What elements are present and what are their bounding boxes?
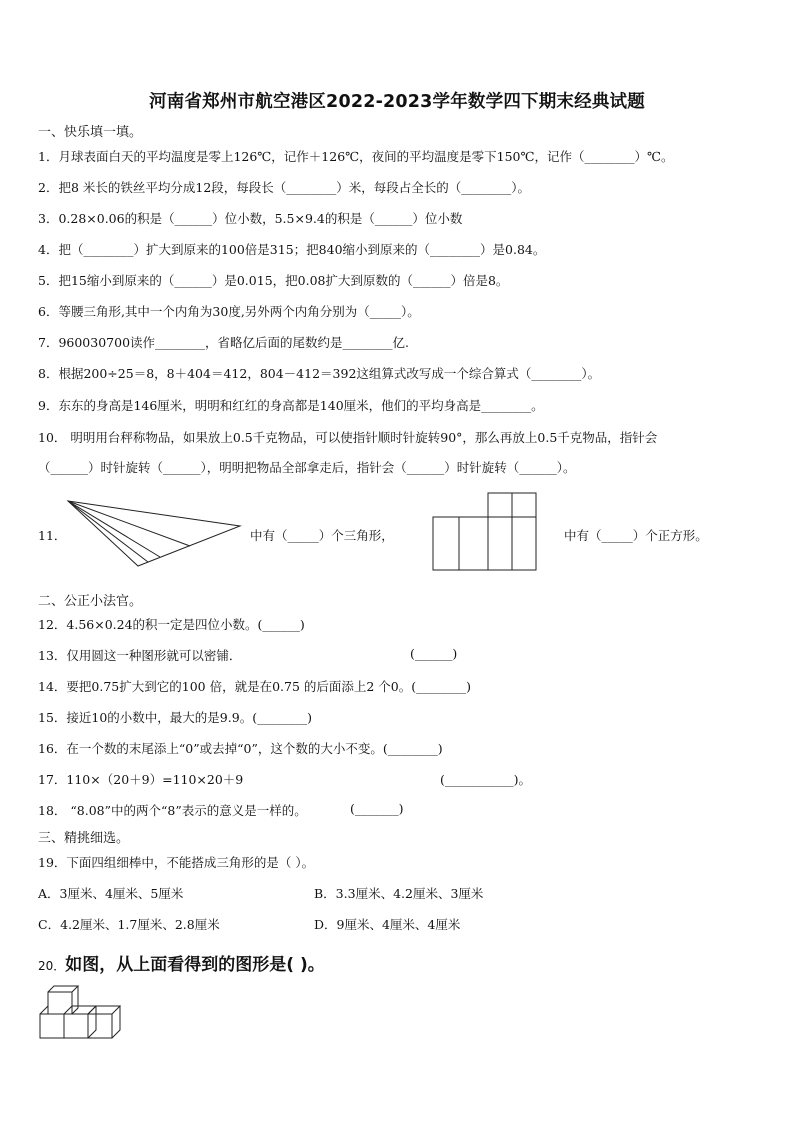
question-15: 15．接近10的小数中，最大的是9.9。(________) [38, 710, 312, 725]
question-9: 9．东东的身高是146厘米，明明和红红的身高都是140厘米，他们的平均身高是________。 [38, 398, 544, 413]
question-16: 16．在一个数的末尾添上“0”或去掉“0”，这个数的大小不变。(________) [38, 741, 443, 756]
question-3: 3．0.28×0.06的积是（______）位小数，5.5×9.4的积是（______）位小数 [38, 211, 463, 226]
question-10-line-2: （______）时针旋转（______），明明把物品全部拿走后，指针会（______）时针旋转（______）。 [38, 460, 576, 475]
question-11-text-1: 中有（_____）个三角形， [250, 528, 394, 543]
question-18-answer: (_______) [350, 801, 404, 816]
page-title: 河南省郑州市航空港区2022-2023学年数学四下期末经典试题 [149, 92, 645, 112]
question-5: 5．把15缩小到原来的（______）是0.015，把0.08扩大到原数的（______）倍是8。 [38, 273, 509, 288]
question-19: 19．下面四组细棒中，不能搭成三角形的是（ ）。 [38, 855, 315, 870]
section-heading-2: 二、公正小法官。 [38, 594, 143, 609]
option-c: C．4.2厘米、1.7厘米、2.8厘米 [38, 917, 220, 932]
question-18: 18． “8.08”中的两个“8”表示的意义是一样的。 [38, 803, 307, 818]
question-20 [38, 950, 325, 975]
question-17-answer: (___________)。 [440, 772, 532, 787]
section-heading-3: 三、精挑细选。 [38, 831, 130, 846]
question-7: 7．960030700读作________，省略亿后面的尾数约是________亿. [38, 335, 410, 350]
question-11-number: 11． [38, 528, 67, 543]
question-2: 2．把8 米长的铁丝平均分成12段，每段长（________）米，每段占全长的（________）。 [38, 180, 531, 195]
cube-stack-figure [36, 984, 126, 1044]
question-6: 6．等腰三角形,其中一个内角为30度,另外两个内角分别为（_____）。 [38, 304, 420, 319]
option-d: D．9厘米、4厘米、4厘米 [314, 917, 461, 932]
question-10-line-1: 10． 明明用台秤称物品，如果放上0.5千克物品，可以使指针顺时针旋转90°，那么再放上0.5千克物品，指针会 [38, 430, 658, 445]
question-17: 17．110×（20＋9）=110×20＋9 [38, 772, 244, 787]
square-grid-figure [432, 492, 538, 572]
triangle-figure [60, 496, 245, 570]
question-1: 1．月球表面白天的平均温度是零上126℃，记作＋126℃，夜间的平均温度是零下150℃，记作（________）℃。 [38, 149, 674, 164]
question-13-answer: (______) [410, 646, 458, 661]
question-12: 12．4.56×0.24的积一定是四位小数。(______) [38, 617, 305, 632]
question-8: 8．根据200÷25＝8，8＋404＝412，804－412＝392这组算式改写成一个综合算式（________）。 [38, 366, 601, 381]
option-b: B．3.3厘米、4.2厘米、3厘米 [314, 886, 484, 901]
question-20-number: 20． [38, 959, 66, 973]
section-heading-1: 一、快乐填一填。 [38, 125, 143, 140]
option-a: A．3厘米、4厘米、5厘米 [38, 886, 184, 901]
question-4: 4．把（________）扩大到原来的100倍是315；把840缩小到原来的（________）是0.84。 [38, 242, 546, 257]
question-14: 14．要把0.75扩大到它的100 倍，就是在0.75 的后面添上2 个0。(________) [38, 679, 472, 694]
question-20-text: 如图，从上面看得到的图形是( )。 [65, 955, 325, 975]
question-13: 13．仅用圆这一种图形就可以密铺． [38, 648, 242, 663]
question-11-text-2: 中有（_____）个正方形。 [564, 528, 708, 543]
